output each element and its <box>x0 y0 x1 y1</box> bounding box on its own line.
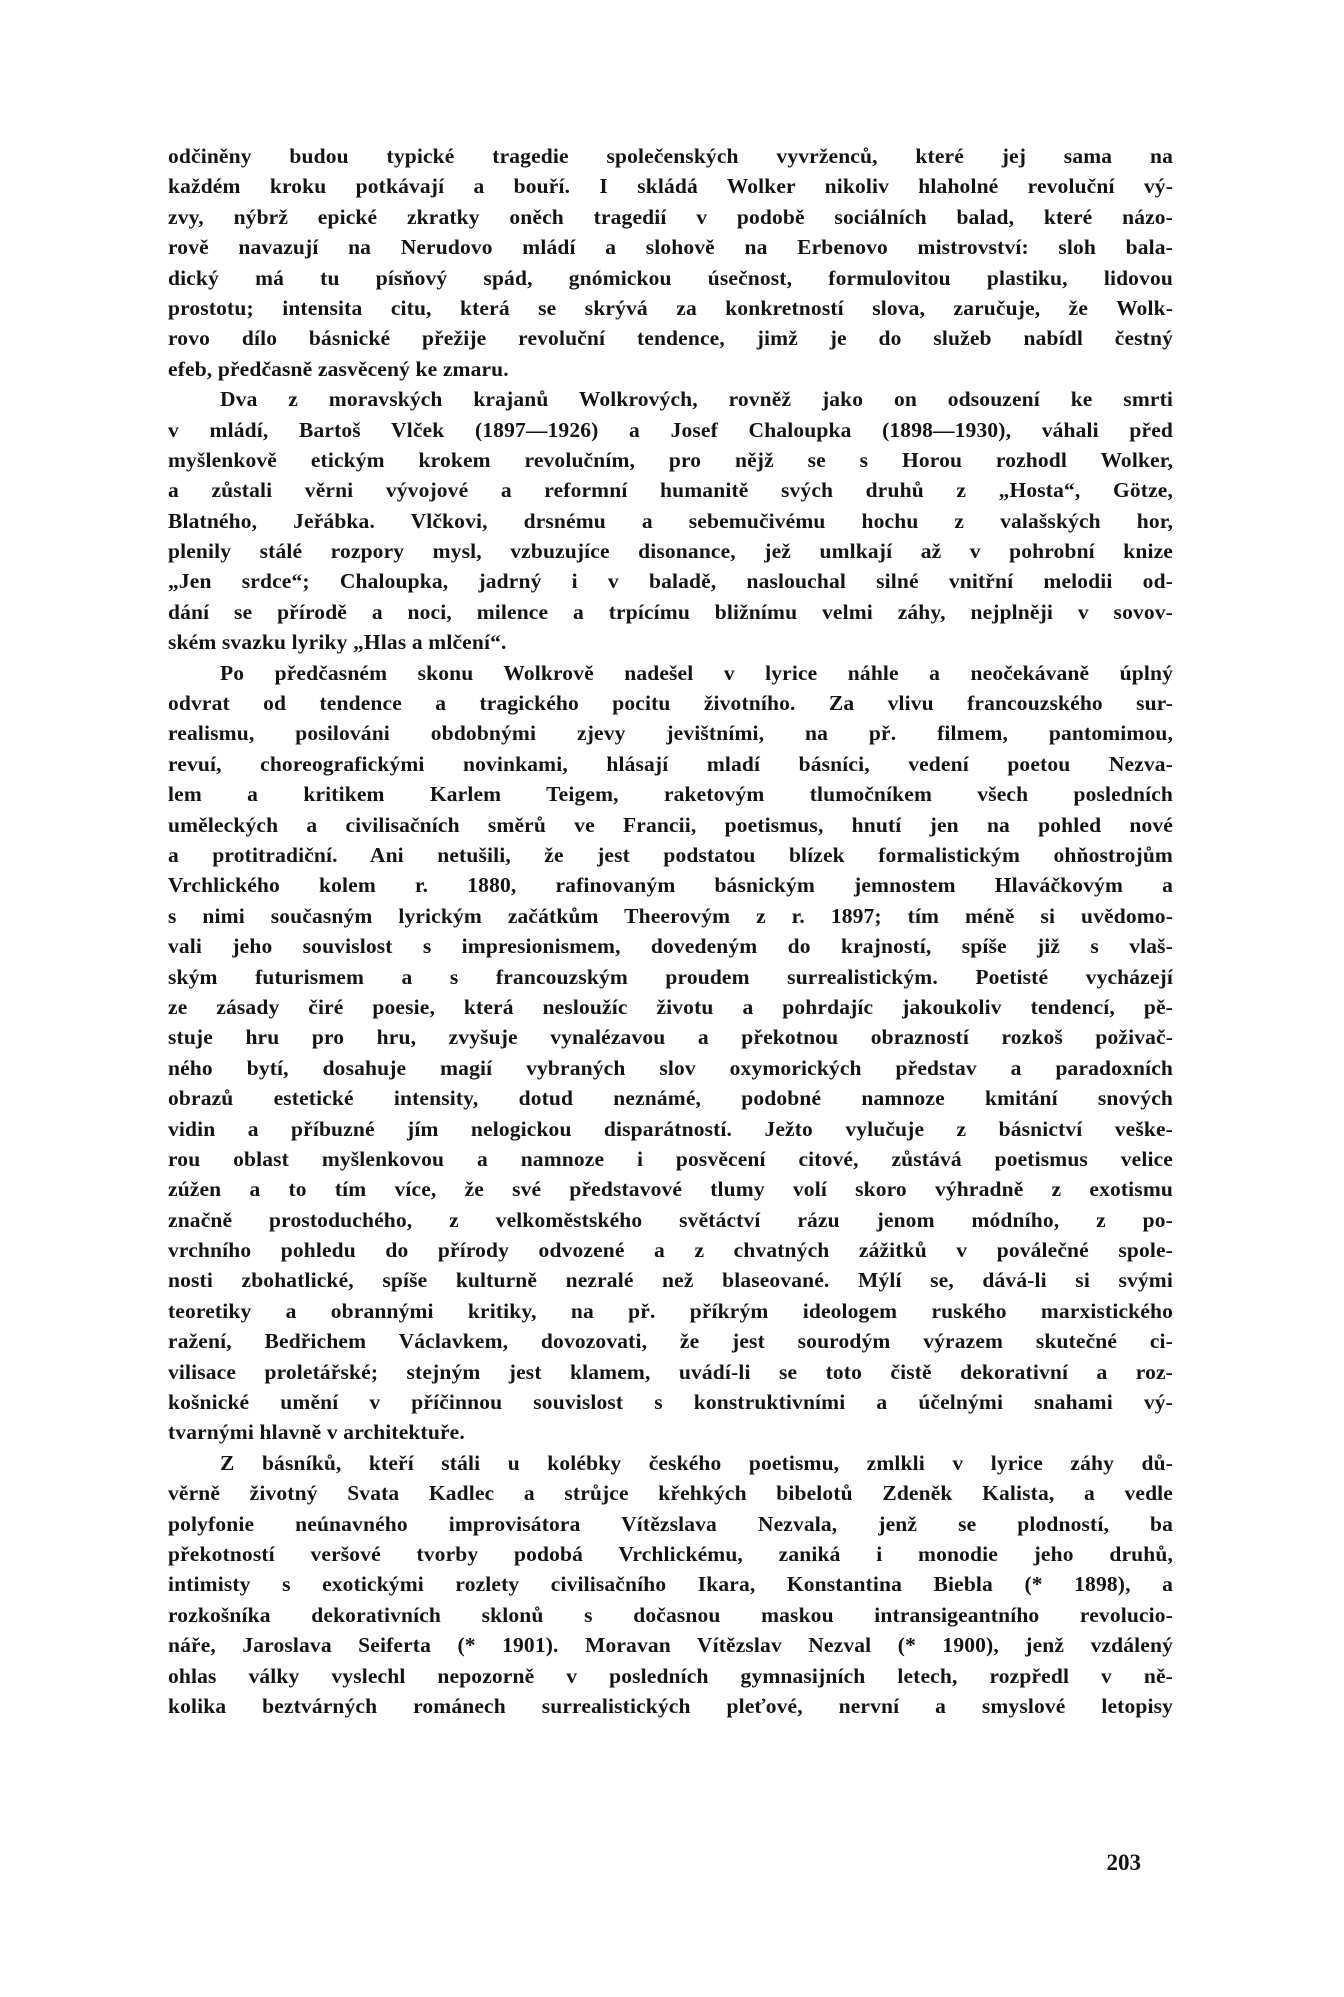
text-line: dický má tu písňový spád, gnómickou úsečnost, formulovitou plastiku, lidovou <box>168 265 1173 290</box>
text-line: překotností veršové tvorby podobá Vrchlickému, zaniká i monodie jeho druhů, <box>168 1541 1173 1566</box>
text-line: ském svazku lyriky „Hlas a mlčení“. <box>168 630 507 655</box>
text-line: ražení, Bedřichem Václavkem, dovozovati, že jest sourodým výrazem skutečné ci- <box>168 1329 1173 1354</box>
text-line: revuí, choreografickými novinkami, hlásají mladí básníci, vedení poetou Nezva- <box>168 751 1173 776</box>
text-line: zúžen a to tím více, že své představové tlumy volí skoro výhradně z exotismu <box>168 1177 1173 1202</box>
text-line: ohlas války vyslechl nepozorně v posledních gymnasijních letech, rozpředl v ně- <box>168 1663 1173 1688</box>
text-line: intimisty s exotickými rozlety civilisačního Ikara, Konstantina Biebla (* 1898), a <box>168 1572 1173 1597</box>
text-line: košnické umění v příčinnou souvislost s konstruktivními a účelnými snahami vý- <box>168 1390 1173 1415</box>
text-line: rou oblast myšlenkovou a namnoze i posvěcení citové, zůstává poetismus velice <box>168 1146 1173 1171</box>
text-line: efeb, předčasně zasvěcený ke zmaru. <box>168 356 509 381</box>
text-line: kolika beztvárných románech surrealistických pleťové, nervní a smyslové letopisy <box>168 1693 1173 1718</box>
text-line: odvrat od tendence a tragického pocitu životního. Za vlivu francouzského sur- <box>168 691 1173 716</box>
body-text <box>168 141 1173 1721</box>
text-line: plenily stálé rozpory mysl, vzbuzujíce disonance, jež umlkají až v pohrobní knize <box>168 539 1173 564</box>
text-line: Vrchlického kolem r. 1880, rafinovaným básnickým jemnostem Hlaváčkovým a <box>168 873 1173 898</box>
text-line: a protitradiční. Ani netušili, že jest podstatou blízek formalistickým ohňostrojům <box>168 842 1173 867</box>
text-line: rově navazují na Nerudovo mládí a slohově na Erbenovo mistrovství: sloh bala- <box>168 235 1173 260</box>
text-line: uměleckých a civilisačních směrů ve Francii, poetismus, hnutí jen na pohled nové <box>168 812 1173 837</box>
text-line: polyfonie neúnavného improvisátora Vítězslava Nezvala, jenž se plodností, ba <box>168 1511 1173 1536</box>
text-line: vali jeho souvislost s impresionismem, dovedeným do krajností, spíše již s vlaš- <box>168 934 1173 959</box>
text-line: s nimi současným lyrickým začátkům Theerovým z r. 1897; tím méně si uvědomo- <box>168 903 1173 928</box>
text-line: tvarnými hlavně v architektuře. <box>168 1420 465 1445</box>
text-line: značně prostoduchého, z velkoměstského světáctví rázu jenom módního, z po- <box>168 1207 1173 1232</box>
text-line: vidin a příbuzné jím nelogickou disparátností. Ježto vylučuje z básnictví veške- <box>168 1116 1173 1141</box>
text-line: teoretiky a obrannými kritiky, na př. příkrým ideologem ruského marxistického <box>168 1298 1173 1323</box>
text-line: lem a kritikem Karlem Teigem, raketovým tlumočníkem všech posledních <box>168 782 1173 807</box>
text-line: „Jen srdce“; Chaloupka, jadrný i v baladě, naslouchal silné vnitřní melodii od- <box>168 569 1173 594</box>
text-line: Dva z moravských krajanů Wolkrových, rovněž jako on odsouzení ke smrti <box>220 387 1173 412</box>
text-line: vilisace proletářské; stejným jest klamem, uvádí-li se toto čistě dekorativní a roz- <box>168 1359 1173 1384</box>
text-line: a zůstali věrni vývojové a reformní humanitě svých druhů z „Hosta“, Götze, <box>168 478 1173 503</box>
text-line: dání se přírodě a noci, milence a trpícímu bližnímu velmi záhy, nejplněji v sovov- <box>168 599 1173 624</box>
text-line: rozkošníka dekorativních sklonů s dočasnou maskou intransigeantního revolucio- <box>168 1602 1173 1627</box>
text-line: náře, Jaroslava Seiferta (* 1901). Moravan Vítězslav Nezval (* 1900), jenž vzdálený <box>168 1633 1173 1658</box>
text-line: Blatného, Jeřábka. Vlčkovi, drsnému a sebemučivému hochu z valašských hor, <box>168 508 1173 533</box>
text-line: Z básníků, kteří stáli u kolébky českého poetismu, zmlkli v lyrice záhy dů- <box>220 1450 1173 1475</box>
text-line: stuje hru pro hru, zvyšuje vynalézavou a překotnou obrazností rozkoš poživač- <box>168 1025 1173 1050</box>
text-line: vrchního pohledu do přírody odvozené a z chvatných zážitků v poválečné spole- <box>168 1238 1173 1263</box>
text-line: věrně životný Svata Kadlec a strůjce křehkých bibelotů Zdeněk Kalista, a vedle <box>168 1481 1173 1506</box>
text-line: v mládí, Bartoš Vlček (1897—1926) a Josef Chaloupka (1898—1930), váhali před <box>168 417 1173 442</box>
text-line: rovo dílo básnické přežije revoluční tendence, jimž je do služeb nabídl čestný <box>168 326 1173 351</box>
text-line: myšlenkově etickým krokem revolučním, pro nějž se s Horou rozhodl Wolker, <box>168 447 1173 472</box>
text-line: ze zásady čiré poesie, která nesloužíc životu a pohrdajíc jakoukoliv tendencí, pě- <box>168 994 1173 1019</box>
text-line: realismu, posilováni obdobnými zjevy jevištními, na př. filmem, pantomimou, <box>168 721 1173 746</box>
text-line: ským futurismem a s francouzským proudem surrealistickým. Poetisté vycházejí <box>168 964 1173 989</box>
text-line: každém kroku potkávají a bouří. I skládá Wolker nikoliv hlaholné revoluční vý- <box>168 174 1173 199</box>
text-line: obrazů estetické intensity, dotud neznámé, podobné namnoze kmitání snových <box>168 1086 1173 1111</box>
text-line: odčiněny budou typické tragedie společenských vyvrženců, které jej sama na <box>168 144 1173 168</box>
text-line: zvy, nýbrž epické zkratky oněch tragedií v podobě sociálních balad, které názo- <box>168 204 1173 229</box>
text-line: nosti zbohatlické, spíše kulturně nezralé než blaseované. Mýlí se, dává-li si svými <box>168 1268 1173 1293</box>
text-line: prostotu; intensita citu, která se skrývá za konkretností slova, zaručuje, že Wolk- <box>168 295 1173 320</box>
text-line: Po předčasném skonu Wolkrově nadešel v lyrice náhle a neočekávaně úplný <box>220 660 1173 685</box>
text-line: ného bytí, dosahuje magií vybraných slov oxymorických představ a paradoxních <box>168 1055 1173 1080</box>
page-number: 203 <box>1106 1850 1141 1875</box>
